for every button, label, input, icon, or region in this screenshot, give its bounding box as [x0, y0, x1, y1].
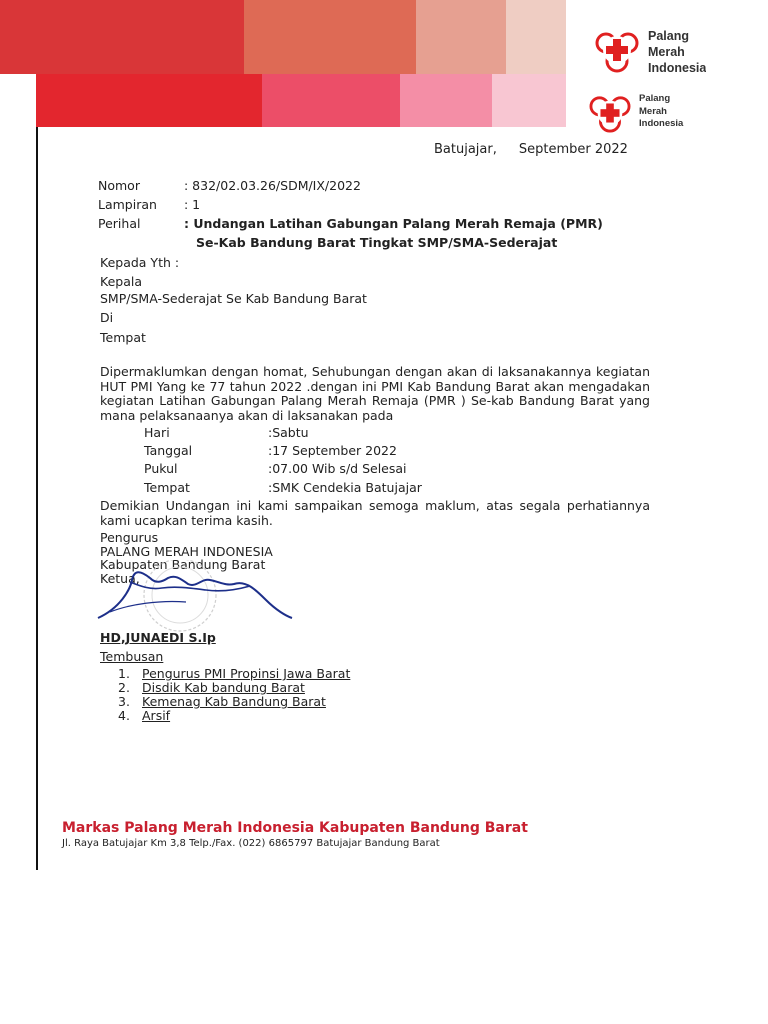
- recipient-line-1: Kepada Yth :: [100, 255, 180, 270]
- event-value-hari: :Sabtu: [268, 425, 309, 440]
- letter-date: September 2022: [518, 142, 628, 157]
- pmi-red-cross-icon: [588, 93, 632, 133]
- top-pmi-logo: [594, 28, 706, 74]
- list-item: 4. Arsif: [118, 708, 171, 723]
- recipient-line-2: Kepala: [100, 274, 142, 289]
- event-label-hari: Hari: [144, 425, 170, 440]
- letterhead-logo-text: Palang Merah Indonesia: [639, 93, 684, 129]
- letter-place: Batujajar,: [434, 142, 497, 157]
- meta-label-perihal: Perihal: [98, 216, 141, 231]
- subject-line-2: Se-Kab Bandung Barat Tingkat SMP/SMA-Sederajat: [196, 235, 558, 250]
- event-label-tanggal: Tanggal: [144, 443, 193, 458]
- list-item: 1. Pengurus PMI Propinsi Jawa Barat: [118, 666, 351, 681]
- recipient-line-4: Di: [100, 310, 114, 325]
- event-value-pukul: :07.00 Wib s/d Selesai: [268, 461, 407, 476]
- letterhead-color-strip: [36, 74, 566, 127]
- event-value-tanggal: :17 September 2022: [268, 443, 397, 458]
- list-item: 2. Disdik Kab bandung Barat: [118, 680, 305, 695]
- body-paragraph: Dipermaklumkan dengan homat, Sehubungan dengan akan di laksanakannya kegiatan HUT PMI Yang ke 77 tahun 2022 .dengan ini PMI Kab Bandung Barat akan mengadakan kegiatan Latihan Gabungan Palang Merah Remaja (PMR ) Se-kab Bandung Barat yang mana pelaksanaanya akan di laksanakan pada: [100, 364, 650, 423]
- paper-edge: [36, 74, 38, 870]
- cc-list: [118, 667, 350, 723]
- event-label-tempat: Tempat: [144, 480, 190, 495]
- meta-label-lampiran: Lampiran: [98, 197, 157, 212]
- signature-org-line-4: Ketua,: [100, 571, 140, 586]
- letterhead-pmi-logo: [588, 93, 683, 133]
- letter-date-line: [434, 142, 628, 157]
- meta-value-nomor: : 832/02.03.26/SDM/IX/2022: [184, 178, 361, 193]
- pmi-red-cross-icon: [594, 28, 640, 74]
- event-value-tempat: :SMK Cendekia Batujajar: [268, 480, 422, 495]
- signature-org-line-1: Pengurus: [100, 530, 159, 545]
- meta-value-perihal: : Undangan Latihan Gabungan Palang Merah Remaja (PMR): [184, 216, 603, 231]
- signer-name: HD,JUNAEDI S.Ip: [100, 630, 216, 645]
- event-label-pukul: Pukul: [144, 461, 178, 476]
- top-logo-text: Palang Merah Indonesia: [648, 29, 707, 74]
- closing-paragraph: Demikian Undangan ini kami sampaikan semoga maklum, atas segala perhatiannya kami ucapkan terima kasih.: [100, 498, 650, 528]
- signature-org-line-3: Kabupaten Bandung Barat: [100, 557, 266, 572]
- signature-image: [90, 560, 300, 640]
- signature-org-line-2: PALANG MERAH INDONESIA: [100, 544, 273, 559]
- top-color-strip: [0, 0, 566, 74]
- footer-title: Markas Palang Merah Indonesia Kabupaten Bandung Barat: [62, 820, 528, 836]
- meta-label-nomor: Nomor: [98, 178, 140, 193]
- footer-address: Jl. Raya Batujajar Km 3,8 Telp./Fax. (022) 6865797 Batujajar Bandung Barat: [62, 838, 440, 849]
- meta-value-lampiran: : 1: [184, 197, 201, 212]
- recipient-line-3: SMP/SMA-Sederajat Se Kab Bandung Barat: [100, 291, 367, 306]
- list-item: 3. Kemenag Kab Bandung Barat: [118, 694, 326, 709]
- recipient-line-5: Tempat: [100, 330, 146, 345]
- cc-title: Tembusan: [100, 649, 164, 664]
